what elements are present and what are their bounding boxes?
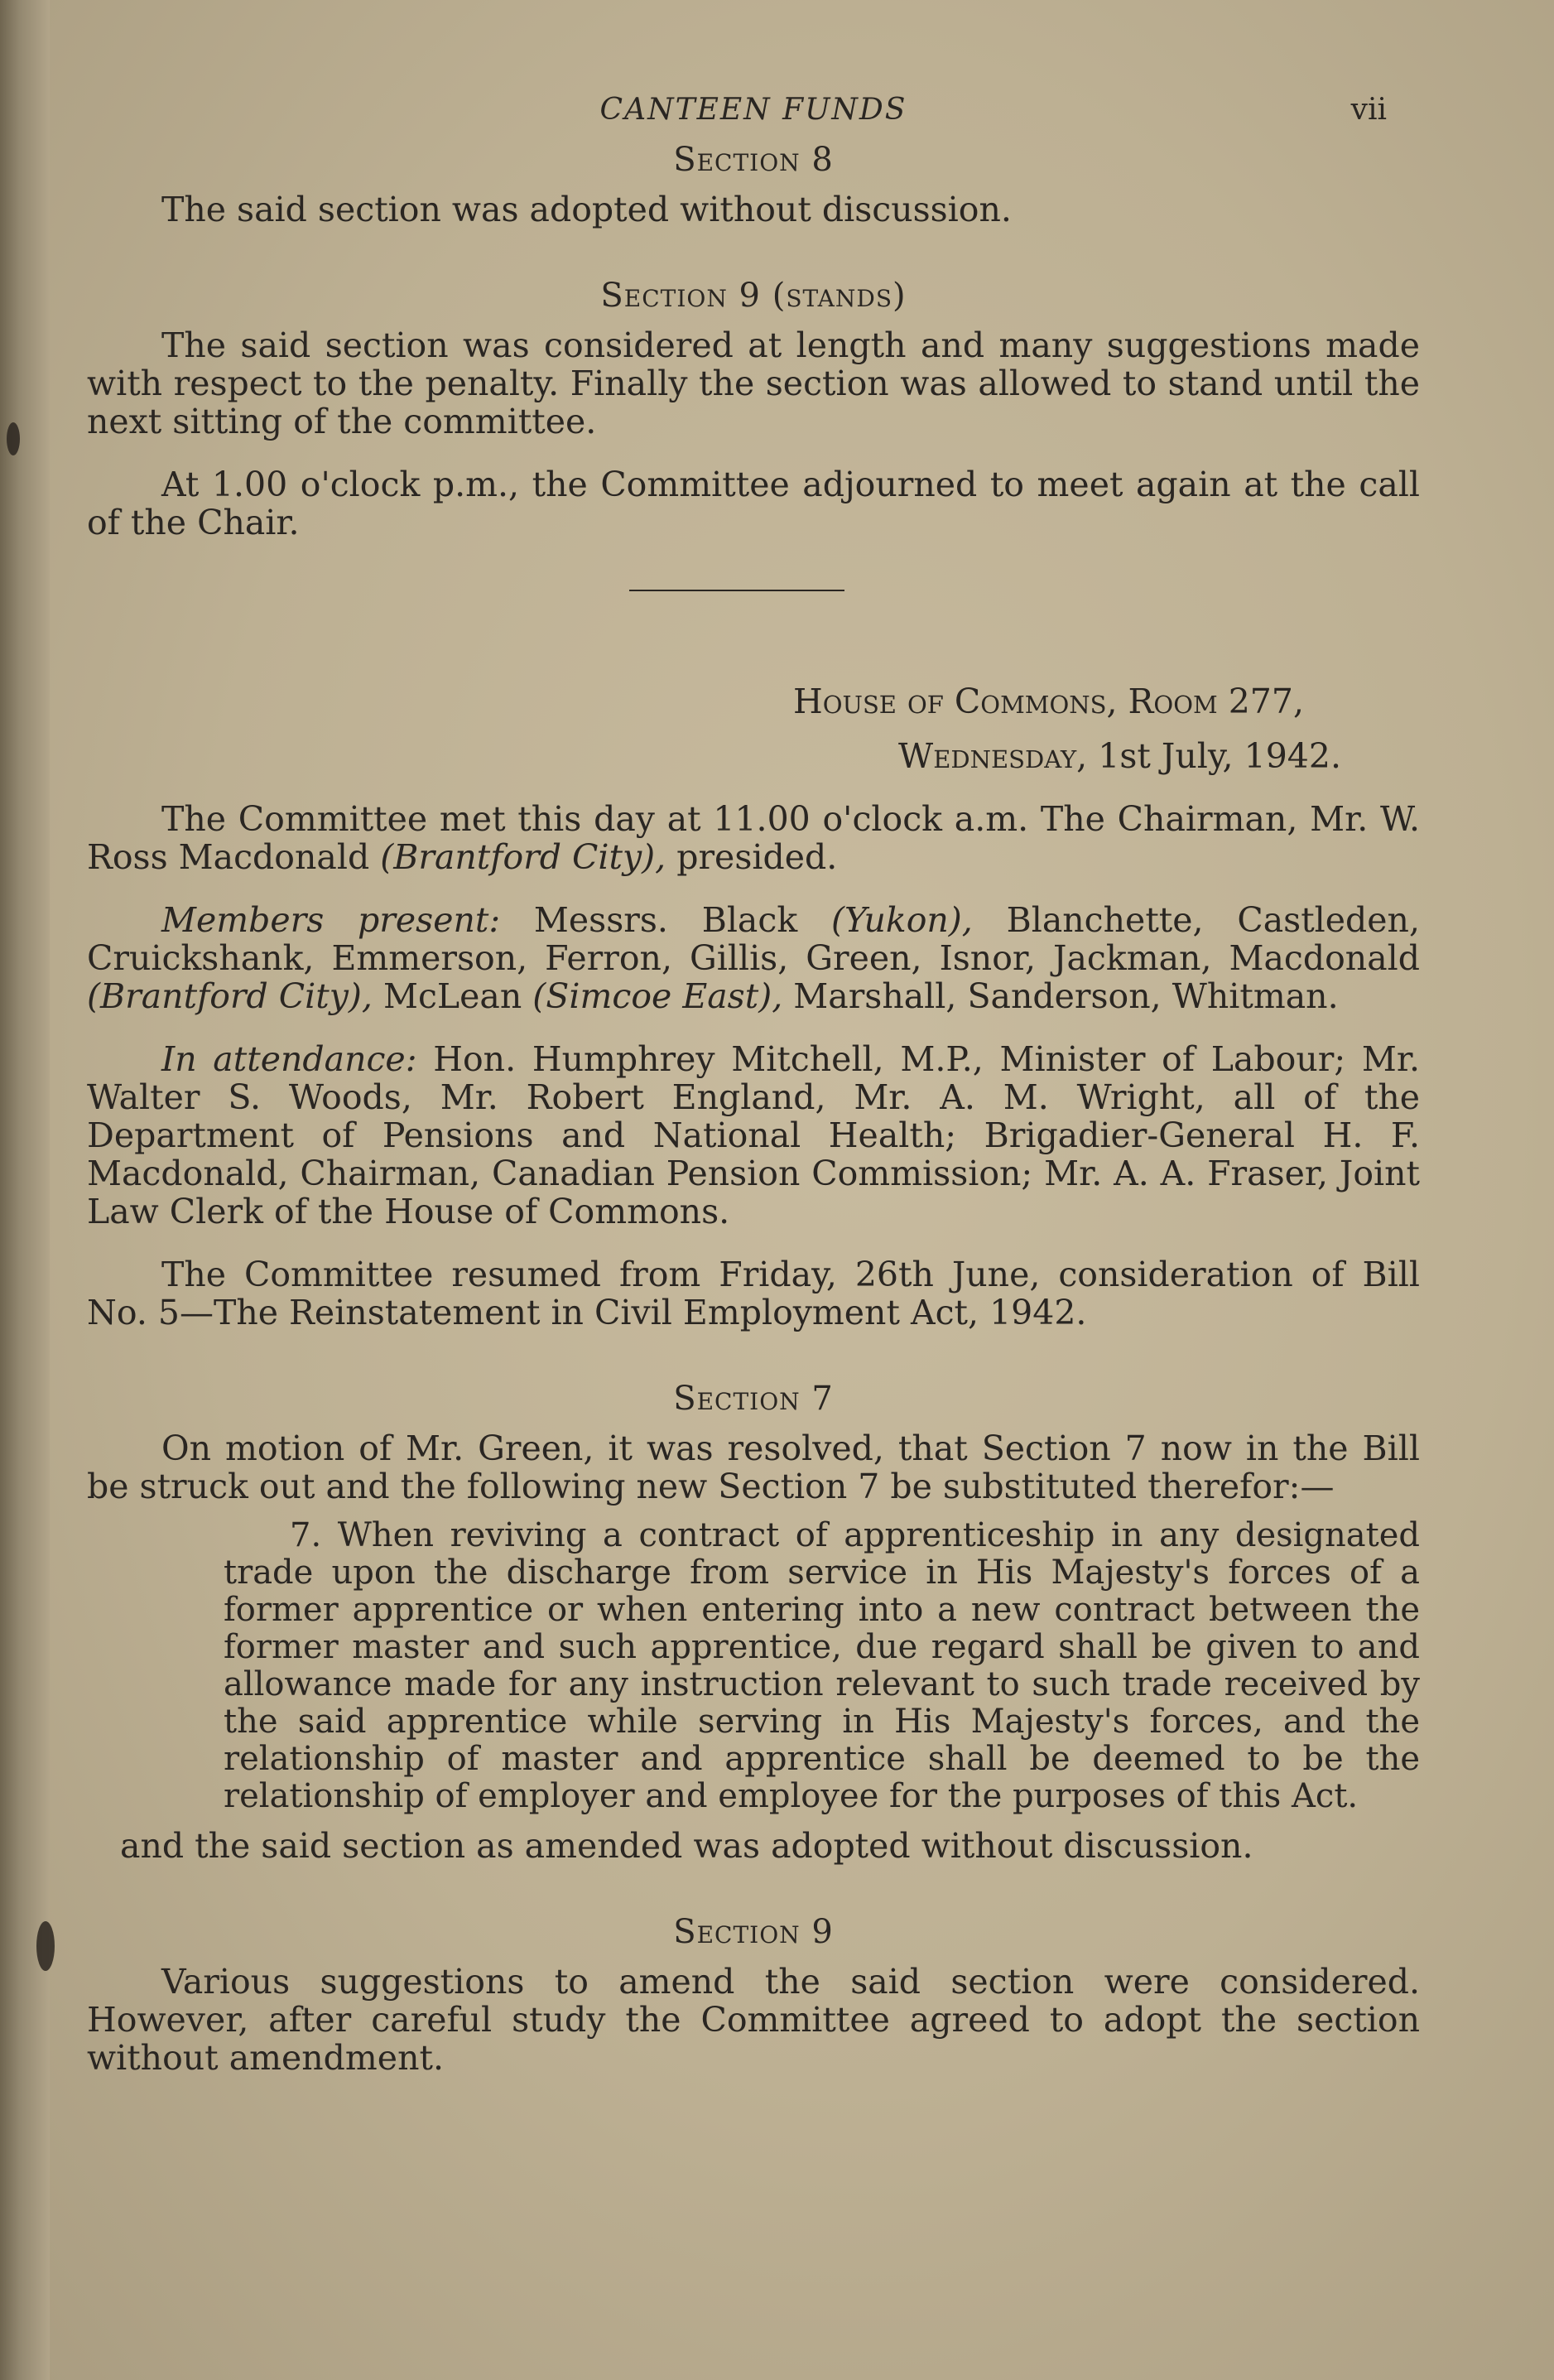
book-spine-shadow [0,0,50,2380]
opening-text: The Committee met this day at 11.00 o'clock a.m. The Chairman, Mr. W. Ross Macdonald [87,799,1420,877]
section-8-heading: Section 8 [673,141,834,179]
attendance-text: Hon. Humphrey Mitchell, M.P., Minister of Labour; Mr. Walter S. Woods, Mr. Robert England, Mr. A. M. Wright, all of the Department of Pensions and National Health; Brigadier-General H. F. Macdonald, Chairman, Canadian Pension Commission; Mr. A. A. Fraser, Joint Law Clerk of the House of Commons. [87,1039,1420,1231]
members-text-3: McLean [372,976,533,1016]
members-riding-3: (Simcoe East), [532,976,783,1016]
members-text-2: Blanchette, Castleden, Cruickshank, Emmerson, Ferron, Gillis, Green, Isnor, Jackman, Macdonald [87,900,1420,978]
members-riding-2: (Brantford City), [87,976,373,1016]
opening-end: presided. [666,837,838,877]
section-7-new-text: 7. When reviving a contract of apprenticeship in any designated trade upon the discharge from service in His Majesty's forces of a former apprentice or when entering into a new contract between the former master and such apprentice, due regard shall be given to and allowance made for any instruction relevant to such trade received by the said apprentice while serving in His Majesty's forces, and the relationship of master and apprentice shall be deemed to be the relationship of employer and employee for the purposes of this Act. [224,1516,1420,1815]
meeting-place: House of Commons, Room 277, [792,682,1304,721]
running-title: CANTEEN FUNDS [599,93,907,127]
members-text-1: Messrs. Black [500,900,831,940]
section-8-text: The said section was adopted without discussion. [161,190,1012,229]
running-head [87,91,1420,141]
page-content [87,91,1420,2077]
in-attendance [87,1040,1420,1231]
opening-riding: (Brantford City), [380,837,666,877]
binding-hole-bottom [36,1921,55,1971]
members-text-4: Marshall, Sanderson, Whitman. [782,976,1339,1016]
members-riding-1: (Yukon), [830,900,973,940]
section-9-stands-heading: Section 9 (stands) [600,277,907,315]
section-7-heading: Section 7 [673,1380,834,1418]
binding-hole-top [7,422,20,455]
meeting-date-day: Wednesday, [898,736,1088,776]
attendance-label: In attendance: [161,1039,417,1079]
adjournment-text: At 1.00 o'clock p.m., the Committee adjourned to meet again at the call of the Chair. [87,465,1420,542]
section-9-heading: Section 9 [673,1913,834,1951]
section-7-motion: On motion of Mr. Green, it was resolved, that Section 7 now in the Bill be struck out and the following new Section 7 be substituted therefor:— [87,1428,1420,1506]
section-7-adopted: and the said section as amended was adopted without discussion. [120,1826,1253,1866]
meeting-date-rest: 1st July, 1942. [1087,736,1341,776]
meeting-date [87,737,1420,775]
meeting-opening [87,800,1420,876]
section-9-text: Various suggestions to amend the said section were considered. However, after careful study the Committee agreed to adopt the section without amendment. [87,1962,1420,2078]
members-present [87,901,1420,1015]
section-7-quoted-text [224,1517,1420,1815]
section-9-stands-text: The said section was considered at length and many suggestions made with respect to the penalty. Finally the section was allowed to stand until the next sitting of the committee. [87,325,1420,441]
page-number: vii [1350,93,1387,127]
members-label: Members present: [161,900,501,940]
resumed-text: The Committee resumed from Friday, 26th June, consideration of Bill No. 5—The Reinstatement in Civil Employment Act, 1942. [87,1255,1420,1332]
